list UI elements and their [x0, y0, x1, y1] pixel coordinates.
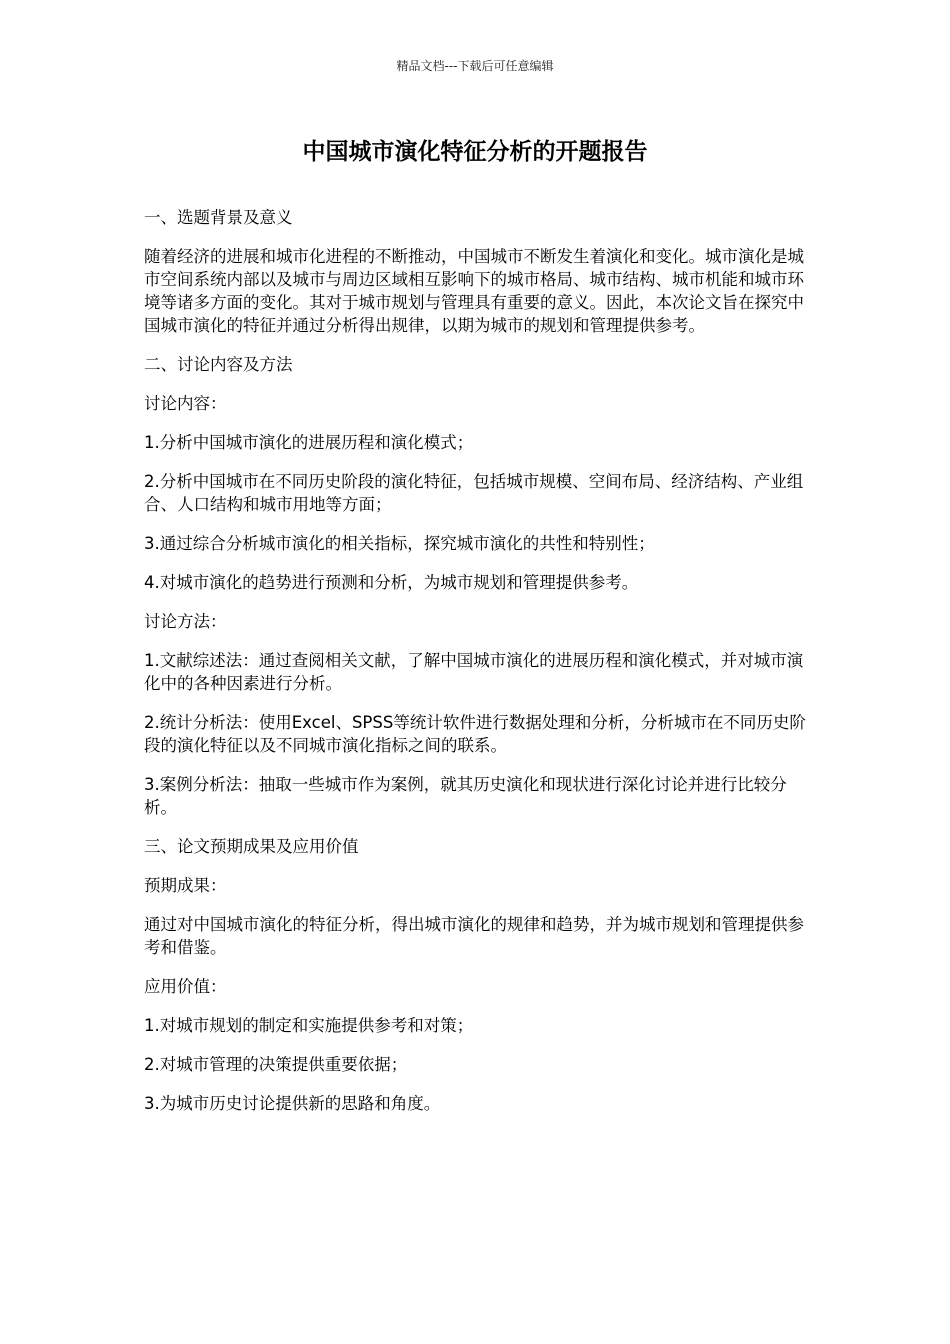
list-item-method-2: 2.统计分析法：使用Excel、SPSS等统计软件进行数据处理和分析，分析城市在不同历史阶段的演化特征以及不同城市演化指标之间的联系。 — [144, 713, 806, 755]
list-item-value-2: 2.对城市管理的决策提供重要依据； — [144, 1055, 408, 1074]
list-item-content-4: 4.对城市演化的趋势进行预测和分析，为城市规划和管理提供参考。 — [144, 573, 639, 592]
paragraph-background: 随着经济的进展和城市化进程的不断推动，中国城市不断发生着演化和变化。城市演化是城市空间系统内部以及城市与周边区域相互影响下的城市格局、城市结构、城市机能和城市环境等诸多方面的变化。其对于城市规划与管理具有重要的意义。因此，本次论文旨在探究中国城市演化的特征并通过分析得出规律，以期为城市的规划和管理提供参考。 — [144, 247, 804, 335]
list-item-method-3: 3.案例分析法：抽取一些城市作为案例，就其历史演化和现状进行深化讨论并进行比较分析。 — [144, 775, 787, 817]
section-heading-content-methods: 二、讨论内容及方法 — [144, 355, 293, 374]
subheading-application-value: 应用价值： — [144, 977, 227, 996]
list-item-content-3: 3.通过综合分析城市演化的相关指标，探究城市演化的共性和特别性； — [144, 534, 655, 553]
section-heading-outcomes: 三、论文预期成果及应用价值 — [144, 837, 359, 856]
subheading-methods: 讨论方法： — [144, 612, 227, 631]
section-heading-background: 一、选题背景及意义 — [144, 208, 293, 227]
header-note: 精品文档---下载后可任意编辑 — [396, 59, 554, 73]
list-item-content-1: 1.分析中国城市演化的进展历程和演化模式； — [144, 433, 474, 452]
paragraph-expected-results: 通过对中国城市演化的特征分析，得出城市演化的规律和趋势，并为城市规划和管理提供参考和借鉴。 — [144, 915, 804, 957]
list-item-content-2: 2.分析中国城市在不同历史阶段的演化特征，包括城市规模、空间布局、经济结构、产业组合、人口结构和城市用地等方面； — [144, 472, 804, 514]
document-body — [144, 206, 806, 1131]
list-item-value-1: 1.对城市规划的制定和实施提供参考和对策； — [144, 1016, 474, 1035]
list-item-value-3: 3.为城市历史讨论提供新的思路和角度。 — [144, 1094, 441, 1113]
list-item-method-1: 1.文献综述法：通过查阅相关文献，了解中国城市演化的进展历程和演化模式，并对城市演化中的各种因素进行分析。 — [144, 651, 804, 693]
subheading-expected-results: 预期成果： — [144, 876, 227, 895]
document-title: 中国城市演化特征分析的开题报告 — [302, 139, 648, 165]
subheading-content: 讨论内容： — [144, 394, 227, 413]
